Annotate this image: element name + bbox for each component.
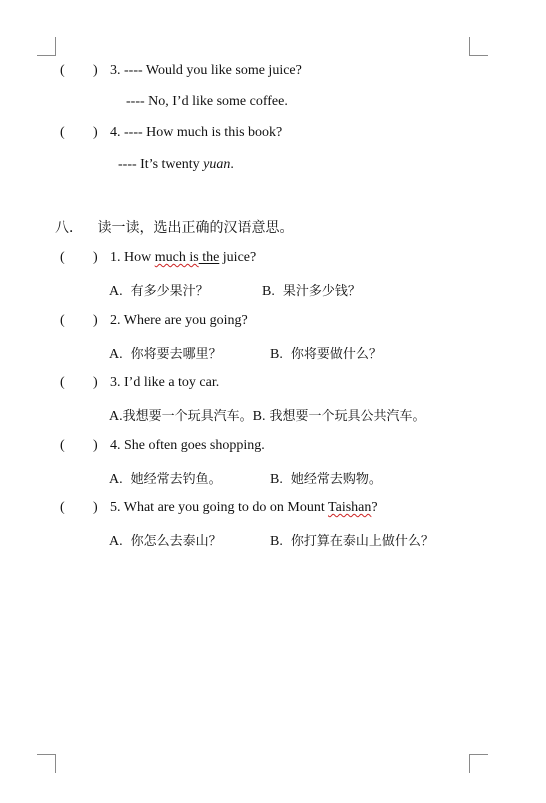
question-4-option-b: B. 她经常去购物。 xyxy=(270,472,382,487)
question-5-option-b: B. 你打算在泰山上做什么？ xyxy=(270,534,434,549)
prev-question-3-answer: ---- No, I’d like some coffee. xyxy=(126,94,288,109)
question-text: ---- How much is this book? xyxy=(124,125,283,140)
section-title: 读一读，选出正确的汉语意思。 xyxy=(97,220,294,236)
currency-word: yuan xyxy=(203,157,231,172)
answer-paren-open: ( xyxy=(60,438,65,453)
section-number: 八． xyxy=(55,220,83,236)
question-3-options: A.我想要一个玩具汽车。B. 我想要一个玩具公共汽车。 xyxy=(109,409,426,424)
question-1-option-b: B. 果汁多少钱？ xyxy=(262,284,361,299)
question-text: 3. I’d like a toy car. xyxy=(110,375,220,390)
question-text: ---- Would you like some juice? xyxy=(124,63,302,78)
question-5-option-a: A. 你怎么去泰山？ xyxy=(109,534,222,549)
question-number: 3. ---- Would you like some juice? xyxy=(110,63,302,78)
answer-paren-close: ) xyxy=(93,313,98,328)
question-2-option-b: B. 你将要做什么？ xyxy=(270,347,382,362)
question-2-option-a: A. 你将要去哪里？ xyxy=(109,347,222,362)
corner-mark-top-right xyxy=(469,37,488,56)
answer-paren-open: ( xyxy=(60,63,65,78)
answer-paren-open: ( xyxy=(60,250,65,265)
answer-paren-open: ( xyxy=(60,313,65,328)
corner-mark-bottom-left xyxy=(37,754,56,773)
answer-paren-close: ) xyxy=(93,438,98,453)
question-4-option-a: A. 她经常去钓鱼。 xyxy=(109,472,222,487)
question-text: 4. She often goes shopping. xyxy=(110,438,265,453)
answer-paren-open: ( xyxy=(60,125,65,140)
corner-mark-top-left xyxy=(37,37,56,56)
answer-paren-open: ( xyxy=(60,375,65,390)
question-text: 5. What are you going to do on Mount Taishan? xyxy=(110,500,378,515)
question-number: 4. ---- How much is this book? xyxy=(110,125,283,140)
question-text: 1. How much is the juice? xyxy=(110,250,257,265)
answer-paren-close: ) xyxy=(93,250,98,265)
answer-paren-close: ) xyxy=(93,63,98,78)
prev-question-4-answer: ---- It’s twenty yuan. xyxy=(118,157,234,172)
answer-paren-close: ) xyxy=(93,375,98,390)
answer-paren-close: ) xyxy=(93,500,98,515)
answer-paren-close: ) xyxy=(93,125,98,140)
corner-mark-bottom-right xyxy=(469,754,488,773)
question-1-option-a: A. 有多少果汁？ xyxy=(109,284,209,299)
answer-paren-open: ( xyxy=(60,500,65,515)
section-heading xyxy=(55,217,293,237)
question-text: 2. Where are you going? xyxy=(110,313,248,328)
